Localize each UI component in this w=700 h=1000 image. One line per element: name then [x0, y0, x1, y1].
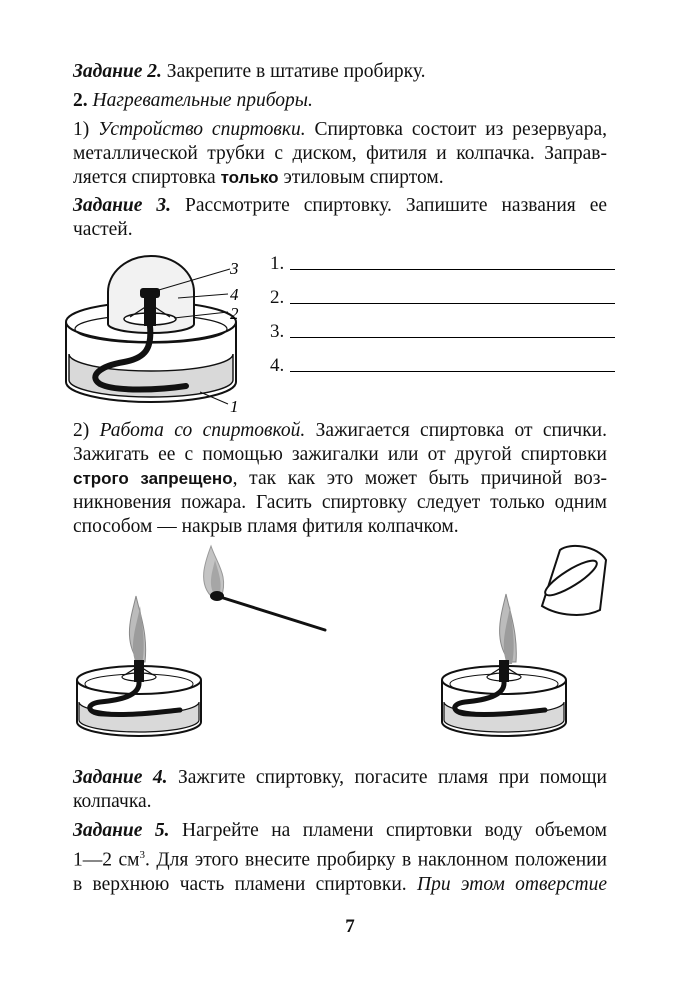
task5-label: Задание 5. [73, 820, 170, 841]
task3-line1-rest: Рассмотрите спиртовку. Запишите названия ее [171, 195, 608, 216]
para1-title: Устройство спиртовки. [98, 119, 306, 140]
match-head [210, 591, 224, 601]
para2-line3 [73, 467, 607, 491]
blank-number: 1. [270, 253, 285, 274]
para2-line2: Зажигать ее с помощью зажигалки или от другой спиртовки [73, 444, 607, 465]
task3-line2: частей. [73, 219, 133, 240]
match-stick [217, 596, 325, 630]
section2-heading [73, 89, 607, 113]
callout-4: 4 [230, 285, 239, 304]
para1-number: 1) [73, 119, 99, 140]
para2-line1 [73, 419, 607, 443]
metal-tube [144, 296, 156, 326]
para1-emphasis: только [220, 168, 279, 187]
task3-label: Задание 3. [73, 195, 172, 216]
task5-line2-pre: 1—2 см [73, 849, 140, 871]
blank-line[interactable] [290, 269, 615, 270]
task3-paragraph [73, 194, 607, 242]
para1-line3-pre: ляется спиртовка [73, 167, 221, 188]
burner-with-cap-illustration [430, 540, 620, 752]
section2-line [73, 89, 607, 113]
answer-blank-1[interactable] [270, 253, 615, 277]
task4-paragraph [73, 766, 607, 814]
task5-line3 [73, 873, 607, 897]
burner-liquid [444, 702, 564, 732]
blank-line[interactable] [290, 371, 615, 372]
burner-liquid [79, 702, 199, 732]
task5-line2-post: . Для этого внесите пробирку в наклонном положении [145, 849, 607, 871]
blank-number: 4. [270, 355, 285, 376]
task5-superscript: 3 [139, 849, 145, 861]
section2-number: 2. [73, 90, 88, 111]
tube [499, 660, 509, 682]
task5-line3-pre: в верхнюю часть пламени спиртовки. [73, 873, 417, 895]
section2-title: Нагревательные приборы. [87, 90, 313, 111]
task2-label: Задание 2. [73, 61, 162, 82]
answer-blank-4[interactable] [270, 355, 615, 379]
para1-line3 [73, 166, 607, 190]
task4-line1-rest: Зажгите спиртовку, погасите пламя при помощи [167, 767, 607, 788]
task5-line2 [73, 843, 607, 873]
para2 [73, 419, 607, 539]
callout-1: 1 [230, 397, 239, 416]
callout-3: 3 [230, 259, 239, 278]
match-illustration [195, 540, 335, 640]
para1-line1 [73, 118, 607, 142]
para2-line1-rest: Зажигается спиртовка от спички. [305, 420, 607, 441]
para1-line3-post: этиловым спиртом. [278, 167, 444, 188]
para2-line5: способом — накрыв пламя фитиля колпачком. [73, 516, 459, 537]
page-number: 7 [345, 916, 355, 937]
answer-blank-2[interactable] [270, 287, 615, 311]
para2-line4: никновения пожара. Гасить спиртовку следует только одним [73, 492, 607, 513]
lit-burner-illustration [70, 562, 210, 752]
task5-line3-italic: При этом отверстие [417, 873, 607, 895]
answer-blank-3[interactable] [270, 321, 615, 345]
task4-line1 [73, 766, 607, 790]
task5-line1-rest: Нагрейте на пламени спиртовки воду объемом [169, 820, 607, 841]
task4-line2: колпачка. [73, 791, 152, 812]
para2-warning: строго запрещено [73, 469, 233, 488]
task2-text: Закрепите в штативе пробирку. [161, 61, 426, 82]
task4-label: Задание 4. [73, 767, 168, 788]
para1-line2: металлической трубки с диском, фитиля и колпачка. Заправ- [73, 143, 607, 164]
wick-top [140, 288, 160, 298]
alcohol-burner-diagram [60, 252, 265, 422]
tube [134, 660, 144, 682]
task3-line1 [73, 194, 607, 218]
task2-paragraph [73, 60, 607, 84]
para2-number: 2) [73, 420, 100, 441]
task5-paragraph [73, 819, 607, 897]
para1 [73, 118, 607, 190]
blank-number: 2. [270, 287, 285, 308]
para2-title: Работа со спиртовкой. [99, 420, 306, 441]
para2-line3-rest: , так как это может быть причиной воз- [232, 468, 607, 489]
blank-line[interactable] [290, 337, 615, 338]
task5-line1 [73, 819, 607, 843]
blank-number: 3. [270, 321, 285, 342]
task2-line [73, 60, 607, 84]
callout-2: 2 [230, 304, 239, 323]
blank-line[interactable] [290, 303, 615, 304]
para1-line1-rest: Спиртовка состоит из резервуара, [305, 119, 607, 140]
